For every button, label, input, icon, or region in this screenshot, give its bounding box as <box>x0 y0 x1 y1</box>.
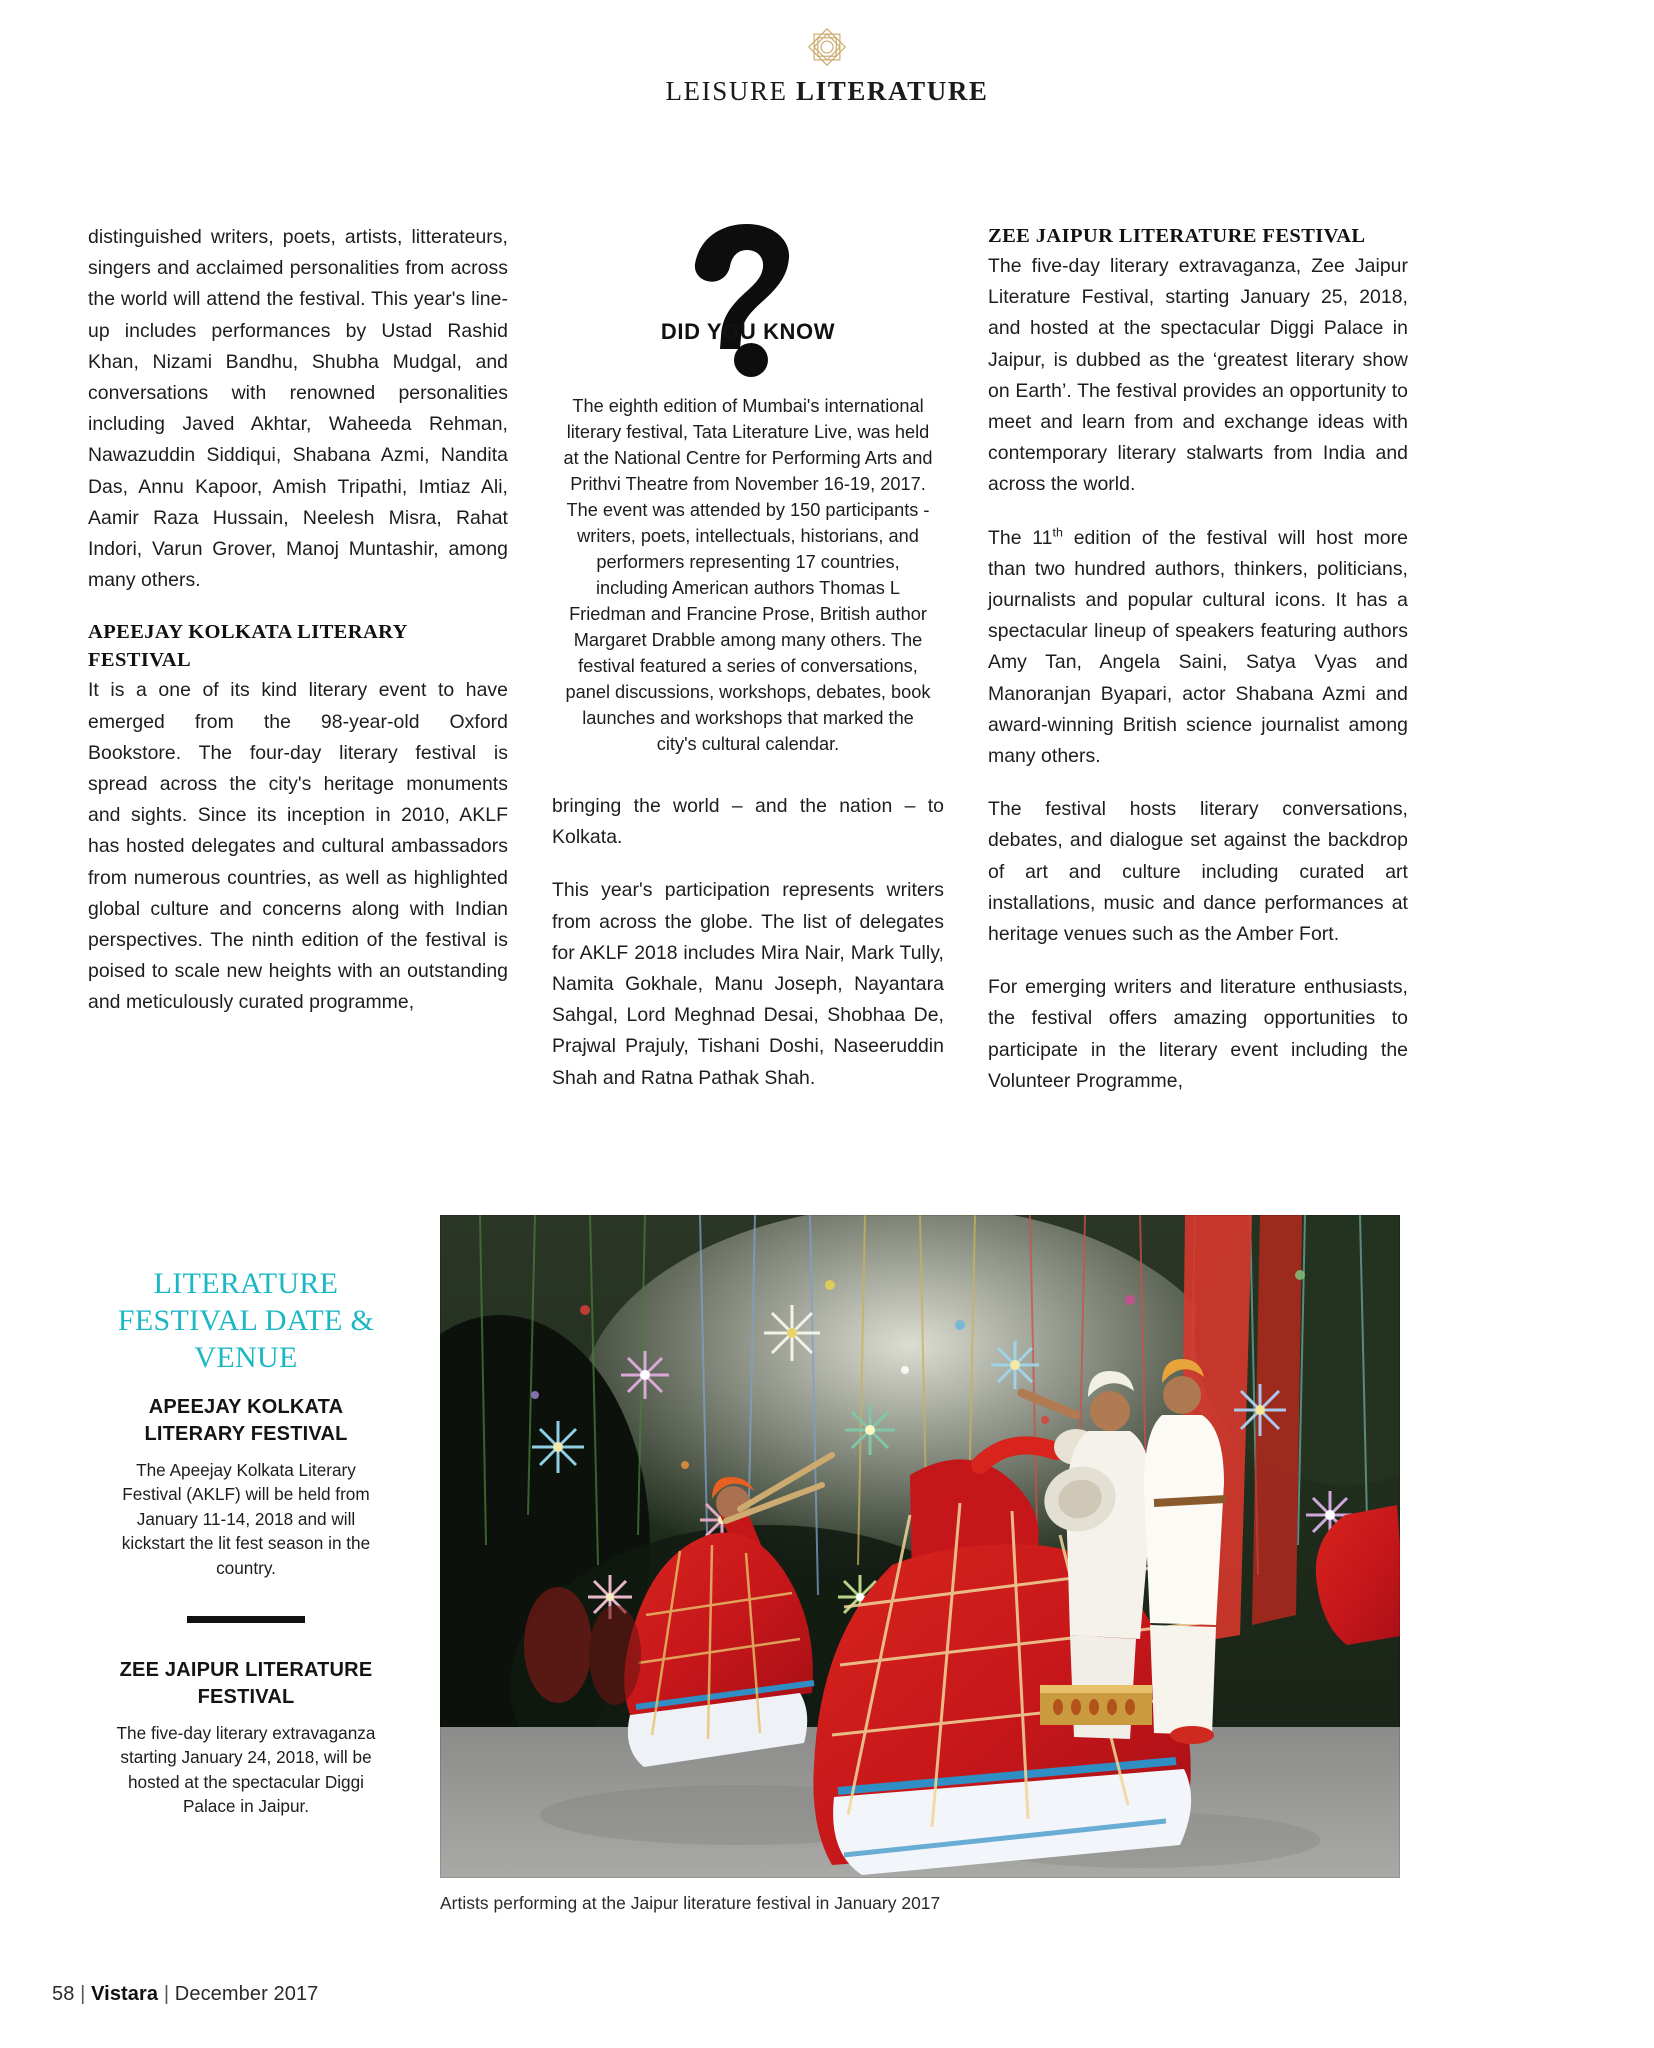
left-paragraph-2: It is a one of its kind literary event to have emerged from the 98-year-old Oxford Bookstore. The four-day literary festival is spread across the city's heritage monuments and sights. Since its inception in 2010, AKLF has hosted delegates and cultural ambassadors from numerous countries, as well as highlighted global culture and concerns along with Indian perspectives. The ninth edition of the festival is poised to scale new heights with an outstanding and meticulously curated programme, <box>88 679 508 1014</box>
right-paragraph-2-pre: The 11 <box>988 526 1053 549</box>
footer-page-number: 58 <box>52 1983 75 2005</box>
subhead-apeejay-kolkata: APEEJAY KOLKATA LITERARY FESTIVAL <box>88 621 408 672</box>
footer-separator-1: | <box>80 1983 86 2005</box>
left-paragraph-1: distinguished writers, poets, artists, litterateurs, singers and acclaimed personalities from across the world will attend the festival. This year's line-up includes performances by Ustad Rashid Khan, Nizami Bandhu, Shubha Mudgal, and conversations with renowned personalities including Javed Akhtar, Waheeda Rehman, Nawazuddin Siddiqui, Shabana Azmi, Nandita Das, Annu Kapoor, Amish Tripathi, Imtiaz Ali, Aamir Raza Hussain, Neelesh Misra, Rahat Indori, Varun Grover, Manoj Muntashir, among many others. <box>88 226 508 592</box>
did-you-know-text: The eighth edition of Mumbai's international literary festival, Tata Literature Live, was held at the National Centre for Performing Arts and Prithvi Theatre from November 16-19, 2017. The event was attended by 150 participants - writers, poets, intellectuals, historians, and performers representing 17 countries, including American authors Thomas L Friedman and Francine Prose, British author Margaret Drabble among many others. The festival featured a series of conversations, panel discussions, workshops, debates, book launches and workshops that marked the city's cultural calendar. <box>563 396 933 754</box>
page-footer <box>52 1983 318 2006</box>
sidebar-body-aklf: The Apeejay Kolkata Literary Festival (AKLF) will be held from January 11-14, 2018 and will kickstart the lit fest season in the country. <box>121 1460 371 1578</box>
did-you-know-label: DID YOU KNOW <box>660 318 836 344</box>
column-middle <box>552 222 944 1097</box>
column-right <box>988 222 1408 1097</box>
footer-brand: Vistara <box>91 1983 159 2005</box>
masthead-title-literature: LITERATURE <box>796 76 989 106</box>
right-paragraph-2 <box>988 523 1408 773</box>
sidebar-divider <box>187 1616 305 1623</box>
masthead-title-leisure: LEISURE <box>665 76 796 106</box>
right-paragraph-1: The five-day literary extravaganza, Zee Jaipur Literature Festival, starting January 25, 2018, and hosted at the spectacular Diggi Palace in Jaipur, is dubbed as the ‘greatest literary show on Earth’. The festival provides an opportunity to meet and learn from and exchange ideas with contemporary literary stalwarts from India and across the world. <box>988 255 1408 496</box>
ordinal-suffix: th <box>1052 525 1063 540</box>
page-title <box>665 76 988 107</box>
sidebar-block-aklf <box>110 1394 382 1580</box>
did-you-know-box <box>552 222 944 757</box>
middle-paragraph-2: This year's participation represents writers from across the globe. The list of delegates for AKLF 2018 includes Mira Nair, Mark Tully, Namita Gokhale, Manu Joseph, Nayantara Sahgal, Lord Meghnad Desai, Shobhaa De, Prajwal Prajuly, Tishani Doshi, Naseeruddin Shah and Ratna Pathak Shah. <box>552 879 944 1089</box>
jaipur-literature-festival-dancers-photo <box>440 1215 1400 1878</box>
right-paragraph-4: For emerging writers and literature enthusiasts, the festival offers amazing opportunities to participate in the literary event including the Volunteer Programme, <box>988 976 1408 1092</box>
right-paragraph-3: The festival hosts literary conversations, debates, and dialogue set against the backdrop of art and culture including curated art installations, music and dance performances at heritage venues such as the Amber Fort. <box>988 798 1408 946</box>
question-mark-icon <box>673 222 823 377</box>
sidebar-body-zjlf: The five-day literary extravaganza starting January 24, 2018, will be hosted at the spectacular Diggi Palace in Jaipur. <box>116 1723 376 1817</box>
sidebar-block-zjlf <box>110 1657 382 1819</box>
subhead-zee-jaipur: ZEE JAIPUR LITERATURE FESTIVAL <box>988 225 1366 247</box>
photo-illustration <box>440 1215 1400 1878</box>
footer-separator-2: | <box>163 1983 170 2005</box>
did-you-know-mark <box>552 222 944 377</box>
footer-issue: December 2017 <box>174 1983 319 2005</box>
column-left <box>88 222 508 1097</box>
stage-platform <box>1040 1685 1152 1725</box>
star-medallion-icon <box>804 24 850 70</box>
sidebar-heading-aklf: APEEJAY KOLKATA LITERARY FESTIVAL <box>144 1396 348 1445</box>
festival-date-venue-sidebar <box>110 1265 382 1819</box>
right-paragraph-2-post: edition of the festival will host more than two hundred authors, thinkers, politicians, journalists and popular cultural icons. It has a spectacular lineup of speakers featuring authors Amy Tan, Angela Saini, Satya Vyas and Manoranjan Byapari, actor Shabana Azmi and award-winning British science journalist among many others. <box>988 526 1408 768</box>
page-masthead <box>0 24 1654 107</box>
article-columns <box>88 222 1438 1097</box>
sidebar-heading-zjlf: ZEE JAIPUR LITERATURE FESTIVAL <box>119 1659 373 1709</box>
sidebar-title: LITERATURE FESTIVAL DATE & VENUE <box>117 1267 375 1374</box>
middle-paragraph-1: bringing the world – and the nation – to Kolkata. <box>552 795 944 849</box>
photo-caption: Artists performing at the Jaipur literature festival in January 2017 <box>440 1893 941 1913</box>
